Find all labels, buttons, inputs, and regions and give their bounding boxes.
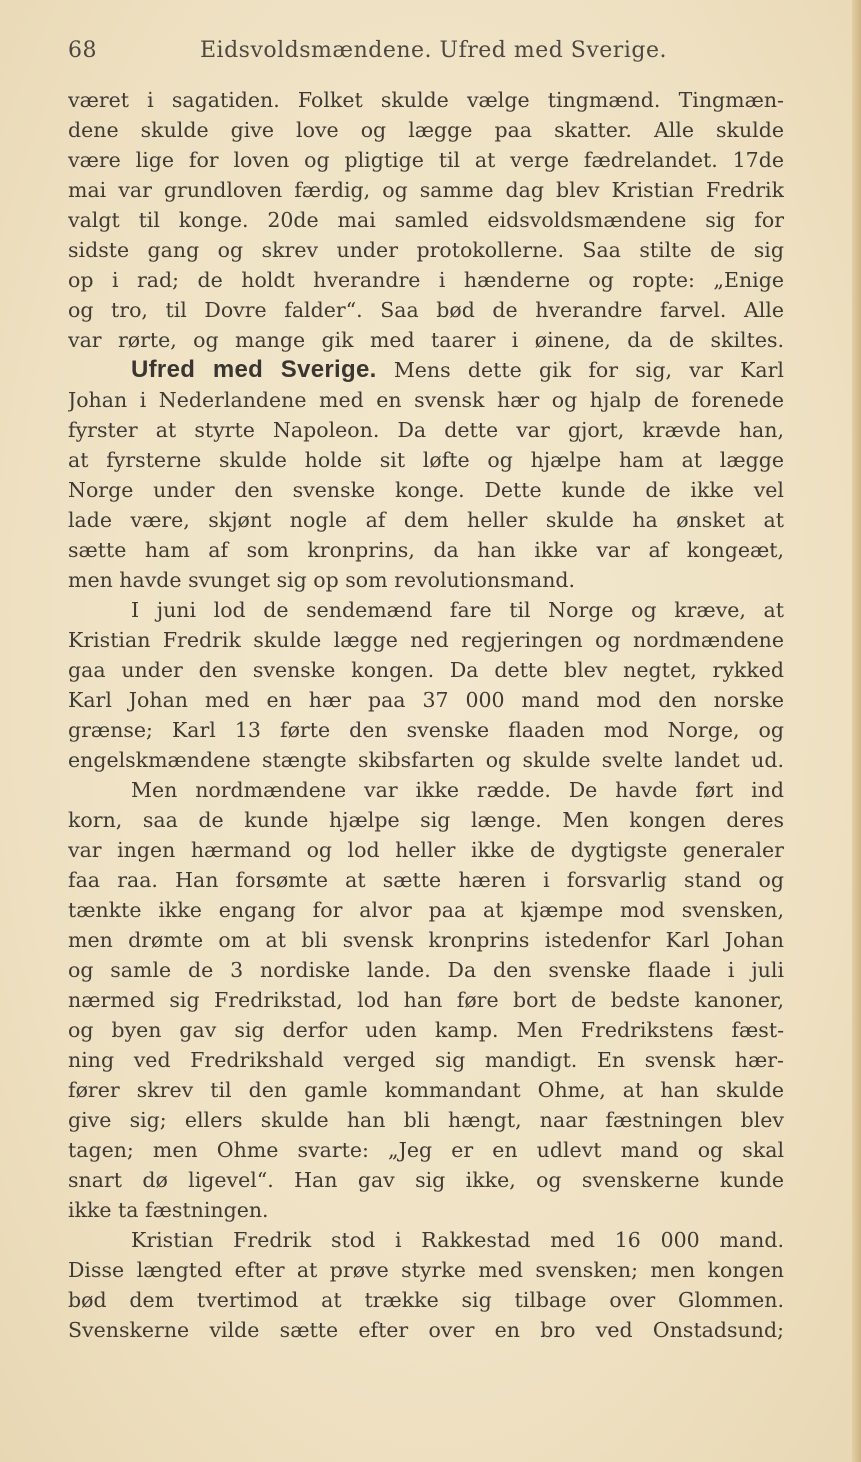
text-line: men drømte om at bli svensk kronprins istedenfor Karl Johan	[68, 928, 784, 952]
text-line: I juni lod de sendemænd fare til Norge og kræve, at	[131, 598, 784, 622]
text-line: mai var grundloven færdig, og samme dag blev Kristian Fredrik	[68, 178, 784, 202]
text-line: sidste gang og skrev under protokollerne. Saa stilte de sig	[68, 238, 784, 262]
text-line: og byen gav sig derfor uden kamp. Men Fredrikstens fæst-	[68, 1018, 784, 1042]
text-line: ikke ta fæstningen.	[68, 1198, 269, 1222]
text-line: grænse; Karl 13 førte den svenske flaaden mod Norge, og	[68, 718, 784, 742]
text-line: snart dø ligevel“. Han gav sig ikke, og svenskerne kunde	[68, 1168, 784, 1192]
text-line: engelskmændene stængte skibsfarten og skulde svelte landet ud.	[68, 748, 784, 772]
page-header	[68, 38, 788, 68]
text-line: Kristian Fredrik stod i Rakkestad med 16 000 mand.	[131, 1228, 784, 1252]
text-line: tænkte ikke engang for alvor paa at kjæmpe mod svensken,	[68, 898, 784, 922]
text-line: tagen; men Ohme svarte: „Jeg er en udlevt mand og skal	[68, 1138, 784, 1162]
text-line: men havde svunget sig op som revolutionsmand.	[68, 568, 576, 592]
text-line: ning ved Fredrikshald verged sig mandigt. En svensk hær-	[68, 1048, 784, 1072]
section-first-line	[68, 355, 784, 385]
running-title: Eidsvoldsmændene. Ufred med Sverige.	[200, 38, 667, 63]
text-line: var ingen hærmand og lod heller ikke de dygtigste generaler	[68, 838, 784, 862]
text-line: lade være, skjønt nogle af dem heller skulde ha ønsket at	[68, 508, 784, 532]
text-line: fører skrev til den gamle kommandant Ohme, at han skulde	[68, 1078, 784, 1102]
page-body	[68, 85, 784, 1345]
section-heading: Ufred med Sverige.	[131, 356, 377, 383]
section-first-line-text: Mens dette gik for sig, var Karl	[393, 358, 784, 382]
text-line: gaa under den svenske kongen. Da dette blev negtet, rykked	[68, 658, 784, 682]
text-line: Disse længted efter at prøve styrke med svensken; men kongen	[68, 1258, 784, 1282]
text-line: Karl Johan med en hær paa 37 000 mand mod den norske	[68, 688, 784, 712]
text-line: var rørte, og mange gik med taarer i øinene, da de skiltes.	[68, 328, 784, 352]
page-number: 68	[68, 38, 97, 63]
text-line: fyrster at styrte Napoleon. Da dette var gjort, krævde han,	[68, 418, 784, 442]
page-edge	[852, 0, 861, 1462]
text-line: Svenskerne vilde sætte efter over en bro ved Onstadsund;	[68, 1318, 784, 1342]
text-line: op i rad; de holdt hverandre i hænderne og ropte: „Enige	[68, 268, 784, 292]
text-line: været i sagatiden. Folket skulde vælge tingmænd. Tingmæn-	[68, 88, 784, 112]
text-line: give sig; ellers skulde han bli hængt, naar fæstningen blev	[68, 1108, 784, 1132]
text-line: og samle de 3 nordiske lande. Da den svenske flaade i juli	[68, 958, 784, 982]
text-line: at fyrsterne skulde holde sit løfte og hjælpe ham at lægge	[68, 448, 784, 472]
text-line: valgt til konge. 20de mai samled eidsvoldsmændene sig for	[68, 208, 784, 232]
text-line: Kristian Fredrik skulde lægge ned regjeringen og nordmændene	[68, 628, 784, 652]
text-line: Norge under den svenske konge. Dette kunde de ikke vel	[68, 478, 784, 502]
text-line: og tro, til Dovre falder“. Saa bød de hverandre farvel. Alle	[68, 298, 784, 322]
text-line: Johan i Nederlandene med en svensk hær og hjalp de forenede	[68, 388, 784, 412]
text-line: dene skulde give love og lægge paa skatter. Alle skulde	[68, 118, 784, 142]
text-line: sætte ham af som kronprins, da han ikke var af kongeæt,	[68, 538, 784, 562]
text-line: bød dem tvertimod at trække sig tilbage over Glommen.	[68, 1288, 784, 1312]
text-line: korn, saa de kunde hjælpe sig længe. Men kongen deres	[68, 808, 784, 832]
text-line: Men nordmændene var ikke rædde. De havde ført ind	[131, 778, 784, 802]
text-line: nærmed sig Fredrikstad, lod han føre bort de bedste kanoner,	[68, 988, 784, 1012]
text-line: faa raa. Han forsømte at sætte hæren i forsvarlig stand og	[68, 868, 784, 892]
text-line: være lige for loven og pligtige til at verge fædrelandet. 17de	[68, 148, 784, 172]
